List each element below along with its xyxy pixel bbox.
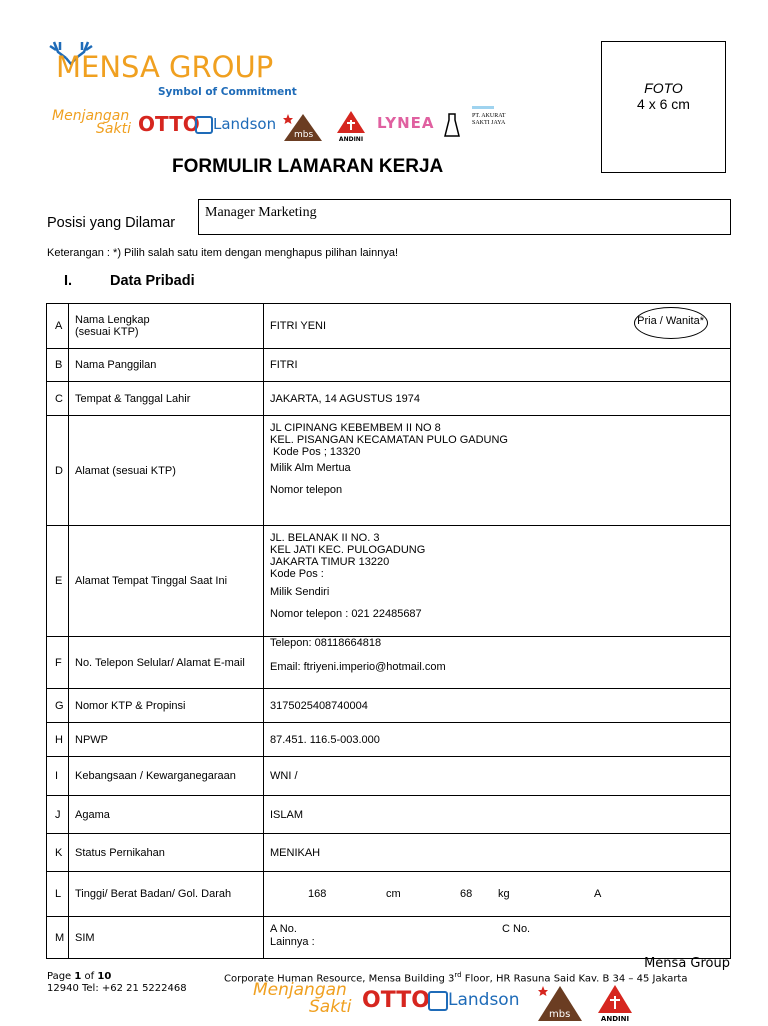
row-key: F [47, 637, 69, 689]
table-row [47, 757, 731, 796]
ktp-number-field[interactable]: 3175025408740004 [264, 689, 731, 723]
footer-company: Mensa Group [644, 956, 730, 971]
gender-option[interactable]: Pria / Wanita* [637, 315, 704, 327]
brand-lynea: LYNEA [377, 114, 435, 132]
phone-email-field[interactable]: Telepon: 08118664818 Email: ftriyeni.imperio@hotmail.com [264, 637, 731, 689]
brand-landson: Landson [195, 114, 276, 134]
row-label: Nomor KTP & Propinsi [69, 689, 264, 723]
landson-icon [195, 116, 213, 134]
table-row [47, 304, 731, 349]
brand-andini: ANDINI [336, 110, 366, 143]
brand-otto: OTTO [138, 112, 200, 136]
andini-icon [336, 110, 366, 134]
section-title: Data Pribadi [110, 273, 195, 289]
row-label: Status Pernikahan [69, 834, 264, 872]
sim-c-label: C No. [502, 923, 531, 935]
photo-label: FOTO [644, 80, 683, 96]
brand-mbs [282, 112, 324, 146]
position-label: Posisi yang Dilamar [47, 215, 176, 231]
brand-akurat [444, 110, 460, 144]
row-key: M [47, 917, 69, 959]
position-field[interactable]: Manager Marketing [198, 199, 731, 235]
gender-selection-oval [634, 307, 708, 339]
footer-brand-andini: ANDINI [597, 984, 633, 1023]
photo-box[interactable] [601, 41, 726, 173]
row-label: Alamat Tempat Tinggal Saat Ini [69, 526, 264, 637]
footer-brand-landson: Landson [428, 990, 520, 1011]
footer-page-number: Page 1 of 10 [47, 971, 112, 982]
row-key: B [47, 349, 69, 382]
marital-status-field[interactable]: MENIKAH [264, 834, 731, 872]
footer-andini-icon [597, 984, 633, 1014]
table-row [47, 917, 731, 959]
row-key: H [47, 723, 69, 757]
table-row [47, 526, 731, 637]
section-number: I. [64, 273, 73, 289]
row-label: Tempat & Tanggal Lahir [69, 382, 264, 416]
brand-akurat-text: PT. AKURAT SAKTI JAYA [472, 106, 490, 127]
logo-title: MENSA GROUP [56, 50, 274, 84]
svg-text:mbs: mbs [549, 1009, 571, 1020]
form-note: Keterangan : *) Pilih salah satu item dengan menghapus pilihan lainnya! [47, 247, 399, 259]
current-address-field[interactable]: JL. BELANAK II NO. 3 KEL JATI KEC. PULOGADUNG JAKARTA TIMUR 13220 Kode Pos : Milik Sendiri Nomor telepon : 021 22485687 [264, 526, 731, 637]
footer-brand-menjangan: Menjangan Sakti [253, 980, 352, 1017]
table-row [47, 723, 731, 757]
row-key: I [47, 757, 69, 796]
footer-address: Corporate Human Resource, Mensa Building 3rd Floor, HR Rasuna Said Kav. B 34 – 45 Jakarta [224, 971, 688, 985]
brand-menjangan: Menjangan Sakti [52, 108, 131, 137]
mbs-triangle-icon [282, 112, 324, 142]
birth-field[interactable]: JAKARTA, 14 AGUSTUS 1974 [264, 382, 731, 416]
sim-other-label: Lainnya : [270, 936, 315, 948]
weight-unit: kg [498, 888, 510, 900]
height-unit: cm [386, 888, 401, 900]
photo-size: 4 x 6 cm [637, 96, 690, 112]
table-row [47, 689, 731, 723]
akurat-bar [472, 106, 494, 109]
religion-field[interactable]: ISLAM [264, 796, 731, 834]
personal-data-table [46, 303, 731, 959]
table-row [47, 834, 731, 872]
table-row [47, 382, 731, 416]
table-row [47, 637, 731, 689]
row-key: A [47, 304, 69, 349]
row-key: G [47, 689, 69, 723]
row-label: Kebangsaan / Kewarganegaraan [69, 757, 264, 796]
row-label: Agama [69, 796, 264, 834]
row-key: J [47, 796, 69, 834]
sim-a-label: A No. [270, 923, 297, 935]
row-label: SIM [69, 917, 264, 959]
full-name-field[interactable]: FITRI YENI Pria / Wanita* [264, 304, 731, 349]
form-title: FORMULIR LAMARAN KERJA [172, 156, 444, 177]
nickname-field[interactable]: FITRI [264, 349, 731, 382]
row-key: D [47, 416, 69, 526]
logo-tagline: Symbol of Commitment [158, 86, 297, 98]
row-label: NPWP [69, 723, 264, 757]
table-row [47, 349, 731, 382]
row-key: C [47, 382, 69, 416]
footer-brand-mbs [536, 984, 584, 1026]
footer-mbs-triangle-icon [536, 984, 584, 1022]
footer-brand-otto: OTTO [362, 988, 430, 1013]
height-value: 168 [308, 888, 327, 900]
row-label: Nama Lengkap (sesuai KTP) [69, 304, 264, 349]
table-row [47, 416, 731, 526]
row-label: Tinggi/ Berat Badan/ Gol. Darah [69, 872, 264, 917]
table-row [47, 796, 731, 834]
body-stats-field[interactable] [264, 872, 731, 917]
npwp-field[interactable]: 87.451. 116.5-003.000 [264, 723, 731, 757]
weight-value: 68 [460, 888, 473, 900]
table-row [47, 872, 731, 917]
nationality-field[interactable]: WNI / [264, 757, 731, 796]
row-label: Alamat (sesuai KTP) [69, 416, 264, 526]
footer-telephone: 12940 Tel: +62 21 5222468 [47, 983, 187, 994]
svg-text:mbs: mbs [294, 130, 314, 140]
row-key: E [47, 526, 69, 637]
row-key: L [47, 872, 69, 917]
row-label: Nama Panggilan [69, 349, 264, 382]
row-key: K [47, 834, 69, 872]
ktp-address-field[interactable]: JL CIPINANG KEBEMBEM II NO 8 KEL. PISANGAN KECAMATAN PULO GADUNG Kode Pos ; 13320 Milik Alm Mertua Nomor telepon [264, 416, 731, 526]
akurat-flask-icon [444, 110, 460, 140]
row-label: No. Telepon Selular/ Alamat E-mail [69, 637, 264, 689]
footer-landson-icon [428, 991, 448, 1011]
sim-field[interactable] [264, 917, 731, 959]
blood-type-value: A [594, 888, 602, 900]
